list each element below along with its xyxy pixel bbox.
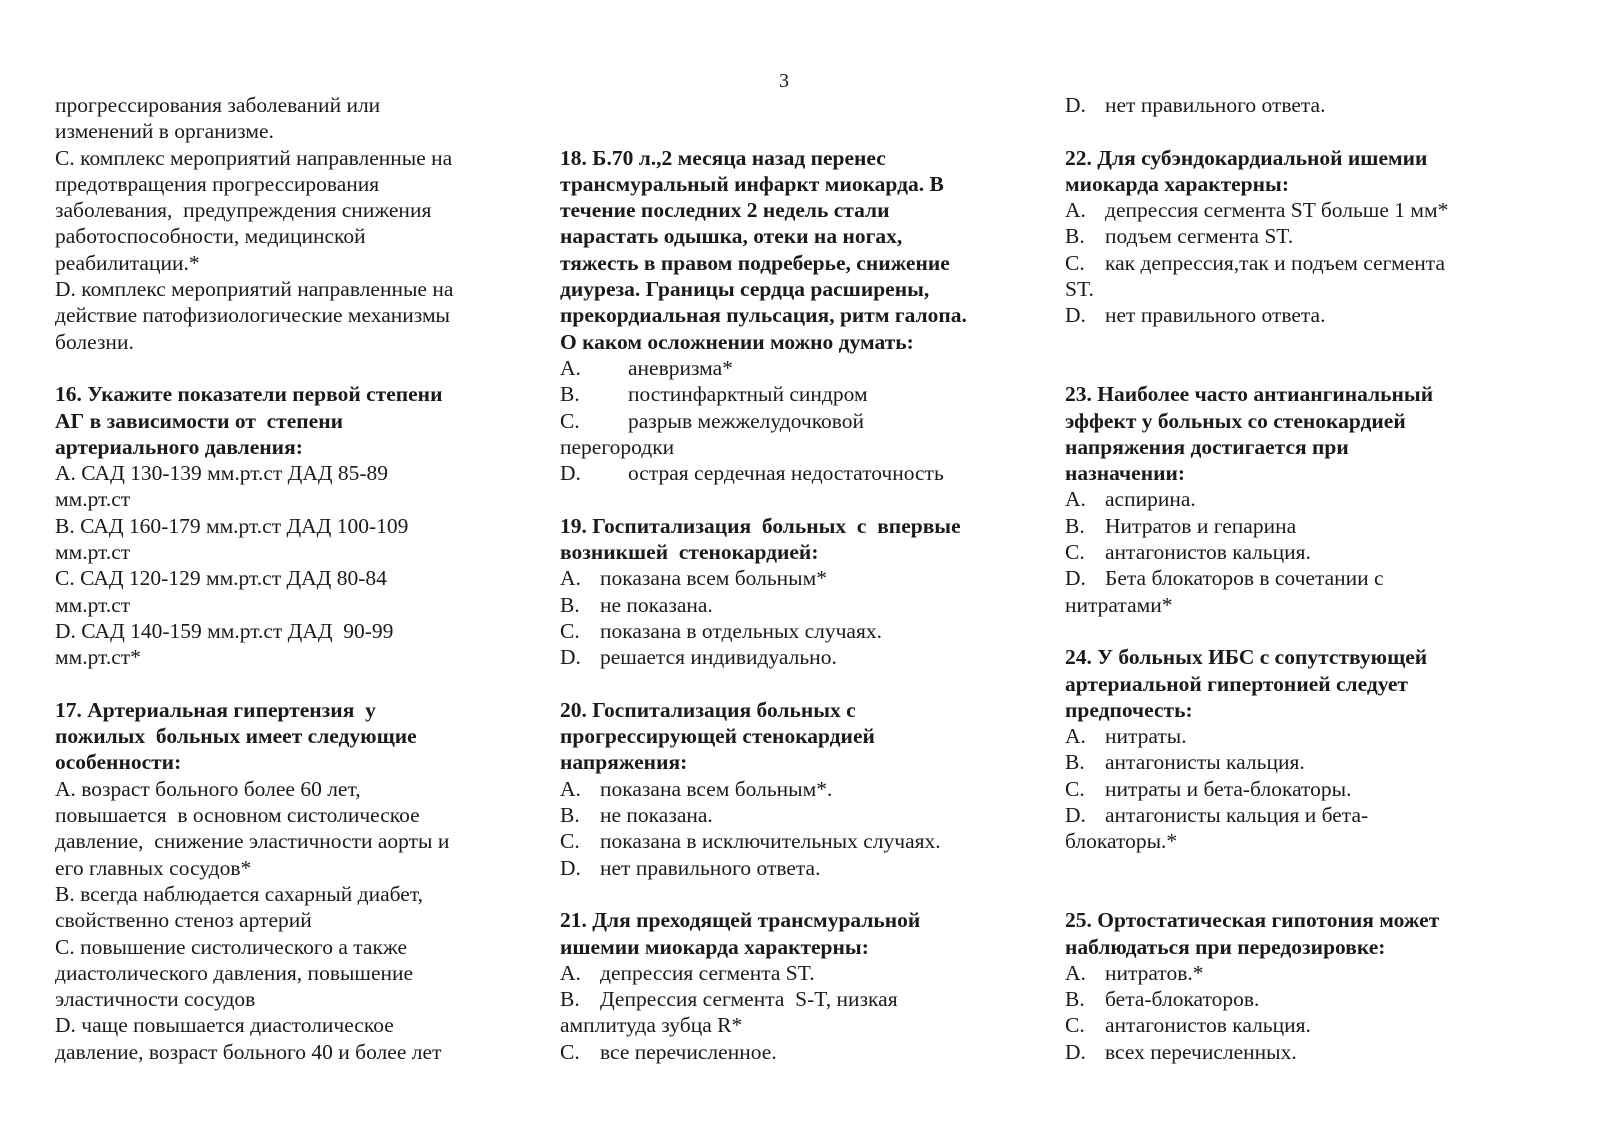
text-line	[55, 197, 505, 223]
line-text: В. всегда наблюдается сахарный диабет,	[55, 881, 423, 906]
line-text: реабилитации.*	[55, 250, 200, 275]
line-text: блокаторы.*	[1065, 829, 1178, 854]
text-line	[55, 828, 505, 854]
blank-line	[55, 355, 505, 381]
text-column-middle	[560, 92, 1010, 1065]
line-text: антагонистов кальция.	[1105, 540, 1311, 565]
option-letter: B.	[1065, 987, 1085, 1012]
text-line	[55, 118, 505, 144]
question-text-line	[55, 381, 505, 407]
text-line	[55, 802, 505, 828]
question-text-line	[55, 408, 505, 434]
blank-line	[1065, 118, 1515, 144]
line-text: показана в исключительных случаях.	[600, 829, 941, 854]
blank-line	[55, 671, 505, 697]
option-letter: D.	[1065, 803, 1086, 828]
line-text: наблюдаться при передозировке:	[1065, 934, 1386, 959]
line-text: прогрессирования заболеваний или	[55, 93, 381, 117]
question-text-line	[1065, 671, 1515, 697]
line-text: нарастать одышка, отеки на ногах,	[560, 224, 903, 249]
option-letter: D.	[1065, 93, 1086, 117]
blank-line	[1065, 881, 1515, 907]
answer-option	[1065, 197, 1515, 223]
line-text: нет правильного ответа.	[600, 855, 821, 880]
text-line	[1065, 828, 1515, 854]
line-text: ишемии миокарда характерны:	[560, 934, 869, 959]
option-letter: C.	[560, 408, 580, 433]
line-text: прекордиальная пульсация, ритм галопа.	[560, 303, 967, 328]
line-text: Депрессия сегмента S-T, низкая	[600, 987, 898, 1012]
line-text: действие патофизиологические механизмы	[55, 303, 450, 328]
question-text-line	[560, 749, 1010, 775]
line-text: как депрессия,так и подъем сегмента	[1105, 250, 1446, 275]
text-line	[55, 460, 505, 486]
question-text-line	[55, 749, 505, 775]
text-line	[55, 592, 505, 618]
line-text: разрыв межжелудочковой	[628, 408, 865, 433]
line-text: болезни.	[55, 329, 134, 354]
line-text: постинфарктный синдром	[628, 382, 868, 407]
option-letter: D.	[1065, 566, 1086, 591]
line-text: С. САД 120-129 мм.рт.ст ДАД 80-84	[55, 566, 387, 591]
question-text-line	[560, 513, 1010, 539]
option-letter: D.	[560, 645, 581, 670]
question-text-line	[1065, 697, 1515, 723]
question-text-line	[560, 539, 1010, 565]
line-text: мм.рт.ст	[55, 540, 131, 565]
blank-line	[560, 881, 1010, 907]
option-letter: D.	[1065, 1039, 1086, 1064]
option-letter: B.	[560, 803, 580, 828]
line-text: нитраты.	[1105, 724, 1187, 749]
question-text-line	[560, 907, 1010, 933]
answer-option	[560, 408, 1010, 434]
text-line	[55, 1012, 505, 1038]
option-letter: C.	[560, 618, 580, 643]
answer-option	[1065, 960, 1515, 986]
line-text: пожилых больных имеет следующие	[55, 724, 417, 749]
line-text: свойственно стеноз артерий	[55, 908, 312, 933]
line-text: решается индивидуально.	[600, 645, 837, 670]
text-line	[55, 302, 505, 328]
text-line	[55, 92, 505, 118]
line-text: 18. Б.70 л.,2 месяца назад перенес	[560, 145, 886, 170]
line-text: предотвращения прогрессирования	[55, 171, 380, 196]
blank-line	[1065, 618, 1515, 644]
line-text: прогрессирующей стенокардией	[560, 724, 875, 749]
answer-option	[560, 986, 1010, 1012]
answer-option	[1065, 250, 1515, 276]
text-line	[55, 513, 505, 539]
line-text: D. САД 140-159 мм.рт.ст ДАД 90-99	[55, 618, 394, 643]
question-text-line	[1065, 460, 1515, 486]
line-text: течение последних 2 недель стали	[560, 198, 890, 223]
option-letter: C.	[1065, 776, 1085, 801]
answer-option	[560, 776, 1010, 802]
option-letter: D.	[1065, 303, 1086, 328]
question-text-line	[1065, 408, 1515, 434]
line-text: 19. Госпитализация больных с впервые	[560, 513, 961, 538]
question-text-line	[55, 723, 505, 749]
line-text: нитратов.*	[1105, 960, 1204, 985]
blank-line	[560, 118, 1010, 144]
text-line	[55, 1039, 505, 1065]
line-text: А. возраст больного более 60 лет,	[55, 776, 361, 801]
line-text: нет правильного ответа.	[1105, 303, 1326, 328]
line-text: работоспособности, медицинской	[55, 224, 366, 249]
line-text: 16. Укажите показатели первой степени	[55, 382, 443, 407]
line-text: 17. Артериальная гипертензия у	[55, 697, 376, 722]
line-text: повышается в основном систолическое	[55, 803, 420, 828]
line-text: трансмуральный инфаркт миокарда. В	[560, 171, 944, 196]
text-line	[1065, 592, 1515, 618]
line-text: подъем сегмента ST.	[1105, 224, 1294, 249]
option-letter: D.	[560, 461, 581, 486]
line-text: не показана.	[600, 592, 713, 617]
answer-option	[560, 381, 1010, 407]
line-text: все перечисленное.	[600, 1039, 777, 1064]
line-text: давление, возраст больного 40 и более лет	[55, 1039, 442, 1064]
answer-option	[1065, 539, 1515, 565]
line-text: давление, снижение эластичности аорты и	[55, 829, 450, 854]
answer-option	[1065, 486, 1515, 512]
answer-option	[1065, 1012, 1515, 1038]
line-text: диуреза. Границы сердца расширены,	[560, 277, 930, 302]
text-line	[55, 986, 505, 1012]
text-column-right	[1065, 92, 1515, 1065]
text-line	[560, 1012, 1010, 1038]
line-text: Нитратов и гепарина	[1105, 513, 1297, 538]
blank-line	[1065, 355, 1515, 381]
question-text-line	[560, 250, 1010, 276]
answer-option	[1065, 776, 1515, 802]
text-column-left	[55, 92, 505, 1065]
text-line	[55, 329, 505, 355]
question-text-line	[1065, 934, 1515, 960]
question-text-line	[560, 934, 1010, 960]
line-text: перегородки	[560, 434, 675, 459]
question-text-line	[1065, 145, 1515, 171]
line-text: нитратами*	[1065, 592, 1173, 617]
text-line	[55, 539, 505, 565]
blank-line	[560, 486, 1010, 512]
line-text: 22. Для субэндокардиальной ишемии	[1065, 145, 1428, 170]
page-number: 3	[779, 70, 789, 92]
line-text: изменений в организме.	[55, 119, 274, 144]
question-text-line	[560, 223, 1010, 249]
line-text: А. САД 130-139 мм.рт.ст ДАД 85-89	[55, 461, 389, 486]
option-letter: A.	[1065, 960, 1086, 985]
answer-option	[560, 644, 1010, 670]
answer-option	[1065, 513, 1515, 539]
text-line	[55, 618, 505, 644]
option-letter: A.	[560, 776, 581, 801]
option-letter: A.	[560, 960, 581, 985]
text-line	[55, 171, 505, 197]
option-letter: A.	[1065, 724, 1086, 749]
blank-line	[1065, 855, 1515, 881]
option-letter: B.	[1065, 513, 1085, 538]
line-text: О каком осложнении можно думать:	[560, 329, 914, 354]
answer-option	[560, 1039, 1010, 1065]
question-text-line	[560, 145, 1010, 171]
option-letter: B.	[1065, 224, 1085, 249]
question-text-line	[560, 697, 1010, 723]
line-text: его главных сосудов*	[55, 855, 252, 880]
line-text: амплитуда зубца R*	[560, 1013, 743, 1038]
question-text-line	[560, 723, 1010, 749]
line-text: возникшей стенокардией:	[560, 540, 819, 565]
blank-line	[560, 671, 1010, 697]
answer-option	[560, 618, 1010, 644]
question-text-line	[560, 302, 1010, 328]
question-text-line	[560, 171, 1010, 197]
line-text: назначении:	[1065, 461, 1186, 486]
line-text: С. комплекс мероприятий направленные на	[55, 145, 453, 170]
line-text: показана всем больным*	[600, 566, 827, 591]
answer-option	[1065, 1039, 1515, 1065]
text-line	[55, 565, 505, 591]
text-line	[560, 434, 1010, 460]
line-text: депрессия сегмента ST больше 1 мм*	[1105, 198, 1449, 223]
line-text: антагонистов кальция.	[1105, 1013, 1311, 1038]
answer-option	[1065, 802, 1515, 828]
line-text: антагонисты кальция.	[1105, 750, 1305, 775]
line-text: АГ в зависимости от степени	[55, 408, 343, 433]
line-text: 20. Госпитализация больных с	[560, 697, 856, 722]
answer-option	[1065, 92, 1515, 118]
line-text: предпочесть:	[1065, 697, 1193, 722]
text-line	[55, 250, 505, 276]
question-text-line	[1065, 381, 1515, 407]
line-text: особенности:	[55, 750, 182, 775]
option-letter: B.	[560, 987, 580, 1012]
answer-option	[1065, 723, 1515, 749]
text-line	[55, 907, 505, 933]
text-line	[55, 855, 505, 881]
line-text: депрессия сегмента ST.	[600, 960, 815, 985]
option-letter: C.	[560, 1039, 580, 1064]
line-text: эффект у больных со стенокардией	[1065, 408, 1406, 433]
question-text-line	[1065, 434, 1515, 460]
option-letter: B.	[1065, 750, 1085, 775]
line-text: не показана.	[600, 803, 713, 828]
question-text-line	[1065, 644, 1515, 670]
question-text-line	[55, 434, 505, 460]
text-line	[55, 881, 505, 907]
line-text: показана всем больным*.	[600, 776, 833, 801]
option-letter: A.	[560, 566, 581, 591]
line-text: 23. Наиболее часто антиангинальный	[1065, 382, 1434, 407]
line-text: артериального давления:	[55, 434, 303, 459]
line-text: D. комплекс мероприятий направленные на	[55, 277, 454, 302]
question-text-line	[55, 697, 505, 723]
option-letter: B.	[560, 592, 580, 617]
line-text: мм.рт.ст	[55, 487, 131, 512]
option-letter: C.	[1065, 250, 1085, 275]
line-text: D. чаще повышается диастолическое	[55, 1013, 394, 1038]
text-line	[55, 960, 505, 986]
line-text: С. повышение систолического а также	[55, 934, 407, 959]
answer-option	[560, 460, 1010, 486]
option-letter: A.	[1065, 487, 1086, 512]
option-letter: C.	[560, 829, 580, 854]
line-text: всех перечисленных.	[1105, 1039, 1297, 1064]
option-letter: D.	[560, 855, 581, 880]
answer-option	[560, 355, 1010, 381]
line-text: тяжесть в правом подреберье, снижение	[560, 250, 950, 275]
line-text: диастолического давления, повышение	[55, 960, 414, 985]
blank-line	[1065, 329, 1515, 355]
answer-option	[560, 565, 1010, 591]
text-line	[55, 644, 505, 670]
question-text-line	[1065, 171, 1515, 197]
line-text: острая сердечная недостаточность	[628, 461, 944, 486]
answer-option	[1065, 986, 1515, 1012]
line-text: нет правильного ответа.	[1105, 93, 1326, 117]
line-text: аспирина.	[1105, 487, 1196, 512]
line-text: В. САД 160-179 мм.рт.ст ДАД 100-109	[55, 513, 409, 538]
answer-option	[1065, 223, 1515, 249]
option-letter: C.	[1065, 540, 1085, 565]
answer-option	[1065, 302, 1515, 328]
line-text: Бета блокаторов в сочетании с	[1105, 566, 1384, 591]
text-line	[1065, 276, 1515, 302]
line-text: нитраты и бета-блокаторы.	[1105, 776, 1352, 801]
line-text: 21. Для преходящей трансмуральной	[560, 908, 921, 933]
answer-option	[560, 960, 1010, 986]
line-text: 25. Ортостатическая гипотония может	[1065, 908, 1440, 933]
line-text: 24. У больных ИБС с сопутствующей	[1065, 645, 1428, 670]
line-text: показана в отдельных случаях.	[600, 618, 882, 643]
line-text: антагонисты кальция и бета-	[1105, 803, 1369, 828]
answer-option	[560, 828, 1010, 854]
text-line	[55, 223, 505, 249]
option-letter: C.	[1065, 1013, 1085, 1038]
blank-line	[560, 92, 1010, 118]
answer-option	[1065, 565, 1515, 591]
option-letter: B.	[560, 382, 580, 407]
line-text: напряжения достигается при	[1065, 434, 1349, 459]
line-text: заболевания, предупреждения снижения	[55, 198, 432, 223]
line-text: артериальной гипертонией следует	[1065, 671, 1408, 696]
option-letter: A.	[560, 355, 581, 380]
question-text-line	[560, 276, 1010, 302]
question-text-line	[560, 197, 1010, 223]
line-text: аневризма*	[628, 355, 733, 380]
answer-option	[560, 592, 1010, 618]
line-text: эластичности сосудов	[55, 987, 256, 1012]
line-text: бета-блокаторов.	[1105, 987, 1260, 1012]
question-text-line	[560, 329, 1010, 355]
text-line	[55, 276, 505, 302]
text-line	[55, 934, 505, 960]
text-line	[55, 486, 505, 512]
option-letter: A.	[1065, 198, 1086, 223]
question-text-line	[1065, 907, 1515, 933]
line-text: ST.	[1065, 277, 1094, 302]
line-text: мм.рт.ст	[55, 592, 131, 617]
answer-option	[1065, 749, 1515, 775]
line-text: мм.рт.ст*	[55, 645, 141, 670]
answer-option	[560, 855, 1010, 881]
line-text: миокарда характерны:	[1065, 171, 1289, 196]
text-line	[55, 145, 505, 171]
line-text: напряжения:	[560, 750, 688, 775]
text-line	[55, 776, 505, 802]
answer-option	[560, 802, 1010, 828]
